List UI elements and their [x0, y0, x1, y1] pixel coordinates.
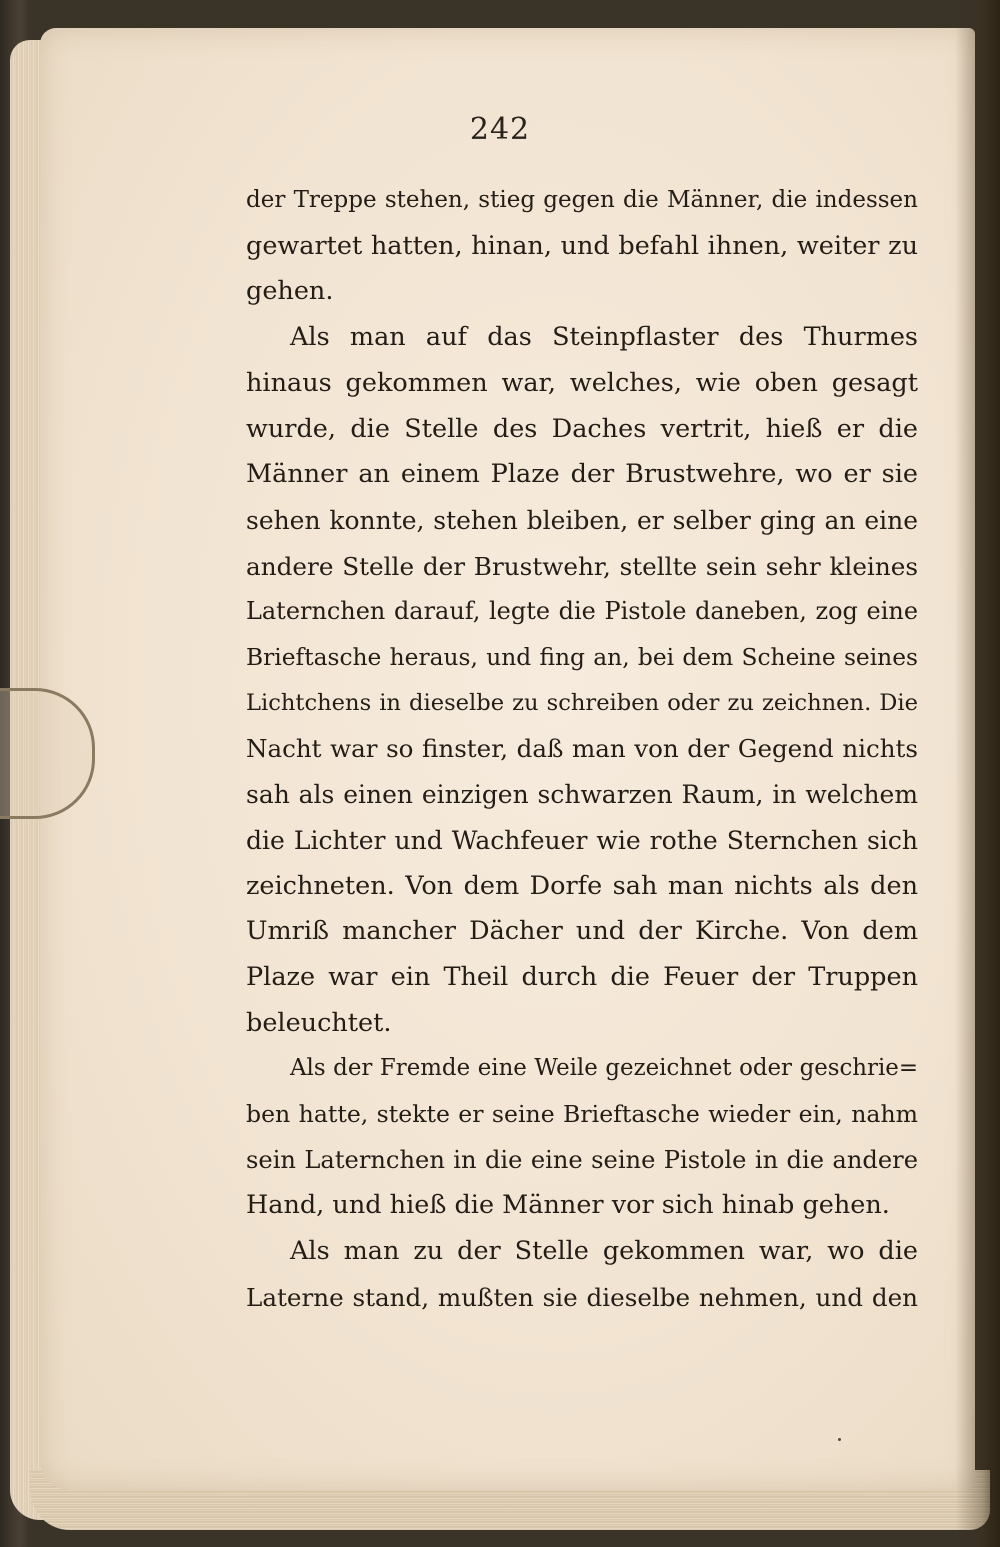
text-line: sein Laternchen in die eine seine Pistole in die andere: [246, 1145, 918, 1174]
text-line: zeichneten. Von dem Dorfe sah man nichts als den: [246, 870, 918, 901]
paragraph-4: [246, 1229, 918, 1320]
gutter-shadow: [955, 0, 1000, 1547]
page-number: 242: [469, 112, 531, 147]
text-line: sehen konnte, stehen bleiben, er selber ging an eine: [246, 505, 918, 535]
text-line: ben hatte, stekte er seine Brieftasche wieder ein, nahm: [246, 1100, 918, 1129]
text-line: der Treppe stehen, stieg gegen die Männer, die indessen: [246, 187, 918, 213]
text-line: gewartet hatten, hinan, und befahl ihnen, weiter zu: [246, 230, 918, 261]
paragraph-1: [246, 178, 918, 315]
text-line: Laterne stand, mußten sie dieselbe nehmen, und den: [246, 1282, 918, 1312]
text-line: sah als einen einzigen schwarzen Raum, in welchem: [246, 780, 918, 810]
text-line: gehen.: [246, 276, 334, 307]
text-line: die Lichter und Wachfeuer wie rothe Sternchen sich: [246, 825, 918, 855]
body-text: [246, 178, 918, 1321]
text-line: hinaus gekommen war, welches, wie oben gesagt: [246, 367, 918, 398]
text-line: Hand, und hieß die Männer vor sich hinab gehen.: [246, 1190, 890, 1221]
text-line: Nacht war so finster, daß man von der Gegend nichts: [246, 734, 918, 764]
text-line: Als man auf das Steinpflaster des Thurmes: [290, 322, 918, 353]
paragraph-2: [246, 315, 918, 1046]
text-line: Lichtchens in dieselbe zu schreiben oder zu zeichnen. Die: [246, 689, 918, 716]
text-line: Umriß mancher Dächer und der Kirche. Von dem: [246, 916, 918, 947]
text-line: beleuchtet.: [246, 1007, 392, 1038]
text-line: Als man zu der Stelle gekommen war, wo die: [290, 1236, 918, 1267]
paragraph-3: [246, 1046, 918, 1229]
paper-speck: [838, 1438, 841, 1441]
text-line: Männer an einem Plaze der Brustwehre, wo er sie: [246, 459, 918, 490]
text-line: Brieftasche heraus, und fing an, bei dem Scheine seines: [246, 643, 918, 672]
text-line: Als der Fremde eine Weile gezeichnet oder geschrie=: [290, 1055, 918, 1082]
text-line: wurde, die Stelle des Daches vertrit, hieß er die: [246, 413, 918, 444]
text-line: Laternchen darauf, legte die Pistole daneben, zog eine: [246, 597, 918, 626]
text-line: andere Stelle der Brustwehr, stellte sein sehr kleines: [246, 551, 918, 581]
text-line: Plaze war ein Theil durch die Feuer der Truppen: [246, 961, 918, 992]
